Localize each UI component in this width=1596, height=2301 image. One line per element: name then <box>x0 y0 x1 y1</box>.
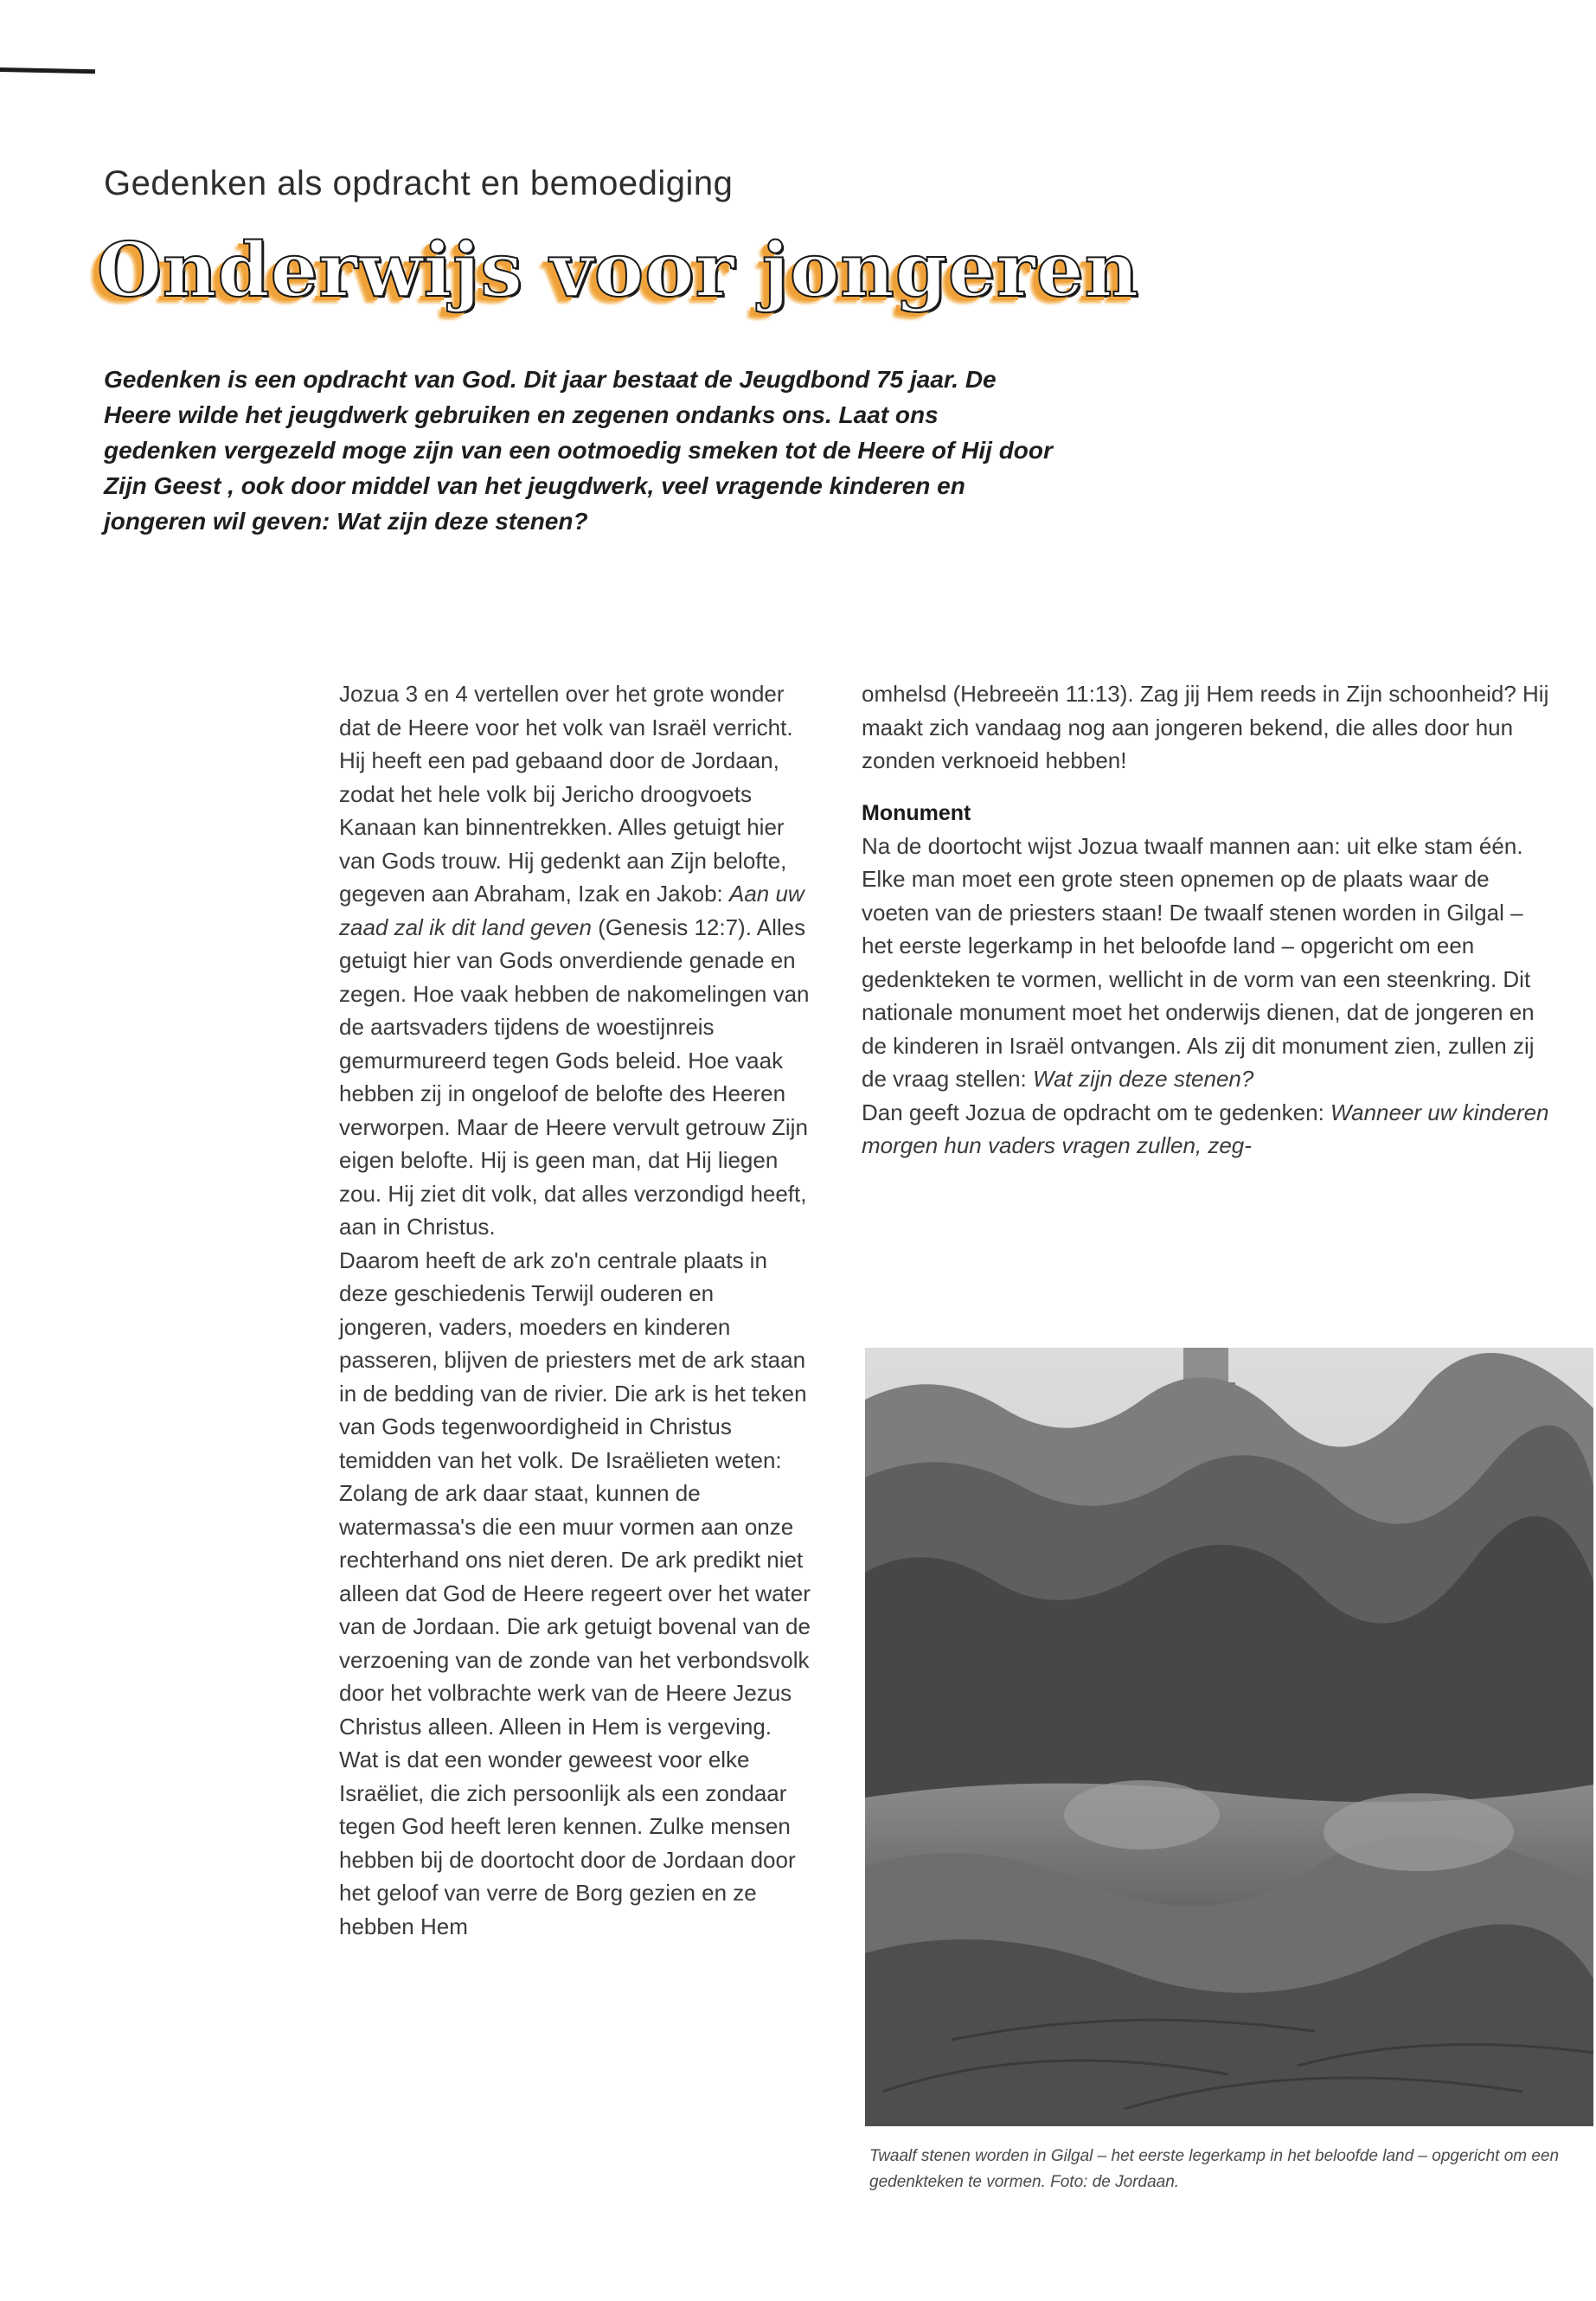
monument-text: Na de doortocht wijst Jozua twaalf mannen aan: uit elke stam één. Elke man moet een grote steen opnemen op de plaats waar de voeten van de priesters staan! De twaalf stenen worden in Gilgal – het eerste legerkamp in het beloofde land – opgericht om een gedenkteken te vormen, wellicht in de vorm van een steenkring. Dit nationale monument moet het onderwijs dienen, dat de jongeren en de kinderen in Israël ontvangen. Als zij dit monument zien, zullen zij de vraag stellen: <box>862 832 1535 1092</box>
body-left-text-2: (Genesis 12:7). Alles getuigt hier van Gods onverdiende genade en zegen. Hoe vaak hebben de nakomelingen van de aartsvaders tijdens de woestijnreis gemurmureerd tegen Gods beleid. Hoe vaak hebben zij in ongeloof de belofte des Heeren verworpen. Maar de Heere vervult getrouw Zijn eigen belofte. Hij is geen man, dat Hij liegen zou. Hij ziet dit volk, dat alles verzondigd heeft, aan in Christus. <box>339 913 810 1240</box>
article-kicker: Gedenken als opdracht en bemoediging <box>104 164 734 202</box>
jordan-river-photo <box>865 1348 1593 2126</box>
body-right-paragraph-monument <box>862 830 1554 1096</box>
body-left-text-1: Jozua 3 en 4 vertellen over het grote wonder dat de Heere voor het volk van Israël verricht. Hij heeft een pad gebaand door de Jordaan, zodat het hele volk bij Jericho droogvoets Kanaan kan binnentrekken. Alles getuigt hier van Gods trouw. Hij gedenkt aan Zijn belofte, gegeven aan Abraham, Izak en Jakob: <box>339 681 793 907</box>
body-column-right <box>862 677 1554 1163</box>
body-left-paragraph-2: Daarom heeft de ark zo'n centrale plaats in deze geschiedenis Terwijl ouderen en jongeren, vaders, moeders en kinderen passeren, blijven de priesters met de ark staan in de bedding van de rivier. Die ark is het teken van Gods tegenwoordigheid in Christus temidden van het volk. De Israëlieten weten: Zolang de ark daar staat, kunnen de watermassa's die een muur vormen aan onze rechterhand ons niet deren. De ark predikt niet alleen dat God de Heere regeert over het water van de Jordaan. Die ark getuigt bovenal van de verzoening van de zonde van het verbondsvolk door het volbrachte werk van de Heere Jezus Christus alleen. Alleen in Hem is vergeving. Wat is dat een wonder geweest voor elke Israëliet, die zich persoonlijk als een zondaar tegen God heeft leren kennen. Zulke mensen hebben bij de doortocht door de Jordaan door het geloof van verre de Borg gezien en ze hebben Hem <box>339 1247 811 1939</box>
body-left-quote: Aan uw zaad zal ik dit land geven <box>339 881 804 940</box>
article-intro: Gedenken is een opdracht van God. Dit jaar bestaat de Jeugdbond 75 jaar. De Heere wilde het jeugdwerk gebruiken en zegenen ondanks ons. Laat ons gedenken vergezeld moge zijn van een ootmoedig smeken tot de Heere of Hij door Zijn Geest , ook door middel van het jeugdwerk, veel vragende kinderen en jongeren wil geven: Wat zijn deze stenen? <box>104 366 1053 535</box>
section-subheading: Monument <box>862 800 971 825</box>
body-right-continuation: omhelsd (Hebreeën 11:13). Zag jij Hem reeds in Zijn schoonheid? Hij maakt zich vandaag nog aan jongeren bekend, die alles door hun zonden verknoeid hebben! <box>862 681 1549 773</box>
monument-quote: Wat zijn deze stenen? <box>1033 1066 1254 1092</box>
body-column-left <box>339 677 813 1943</box>
body-right-paragraph-command <box>862 1096 1554 1163</box>
article-title: Onderwijs voor jongeren <box>97 227 1140 314</box>
command-quote: Wanneer uw kinderen morgen hun vaders vragen zullen, zeg- <box>862 1099 1549 1158</box>
command-text: Dan geeft Jozua de opdracht om te gedenken: <box>862 1099 1331 1125</box>
jordan-river-photo-illustration <box>865 1348 1593 2126</box>
photo-caption: Twaalf stenen worden in Gilgal – het eerste legerkamp in het beloofde land – opgericht om een gedenkteken te vormen. Foto: de Jordaan. <box>869 2147 1560 2191</box>
corner-crop-mark <box>0 67 95 74</box>
